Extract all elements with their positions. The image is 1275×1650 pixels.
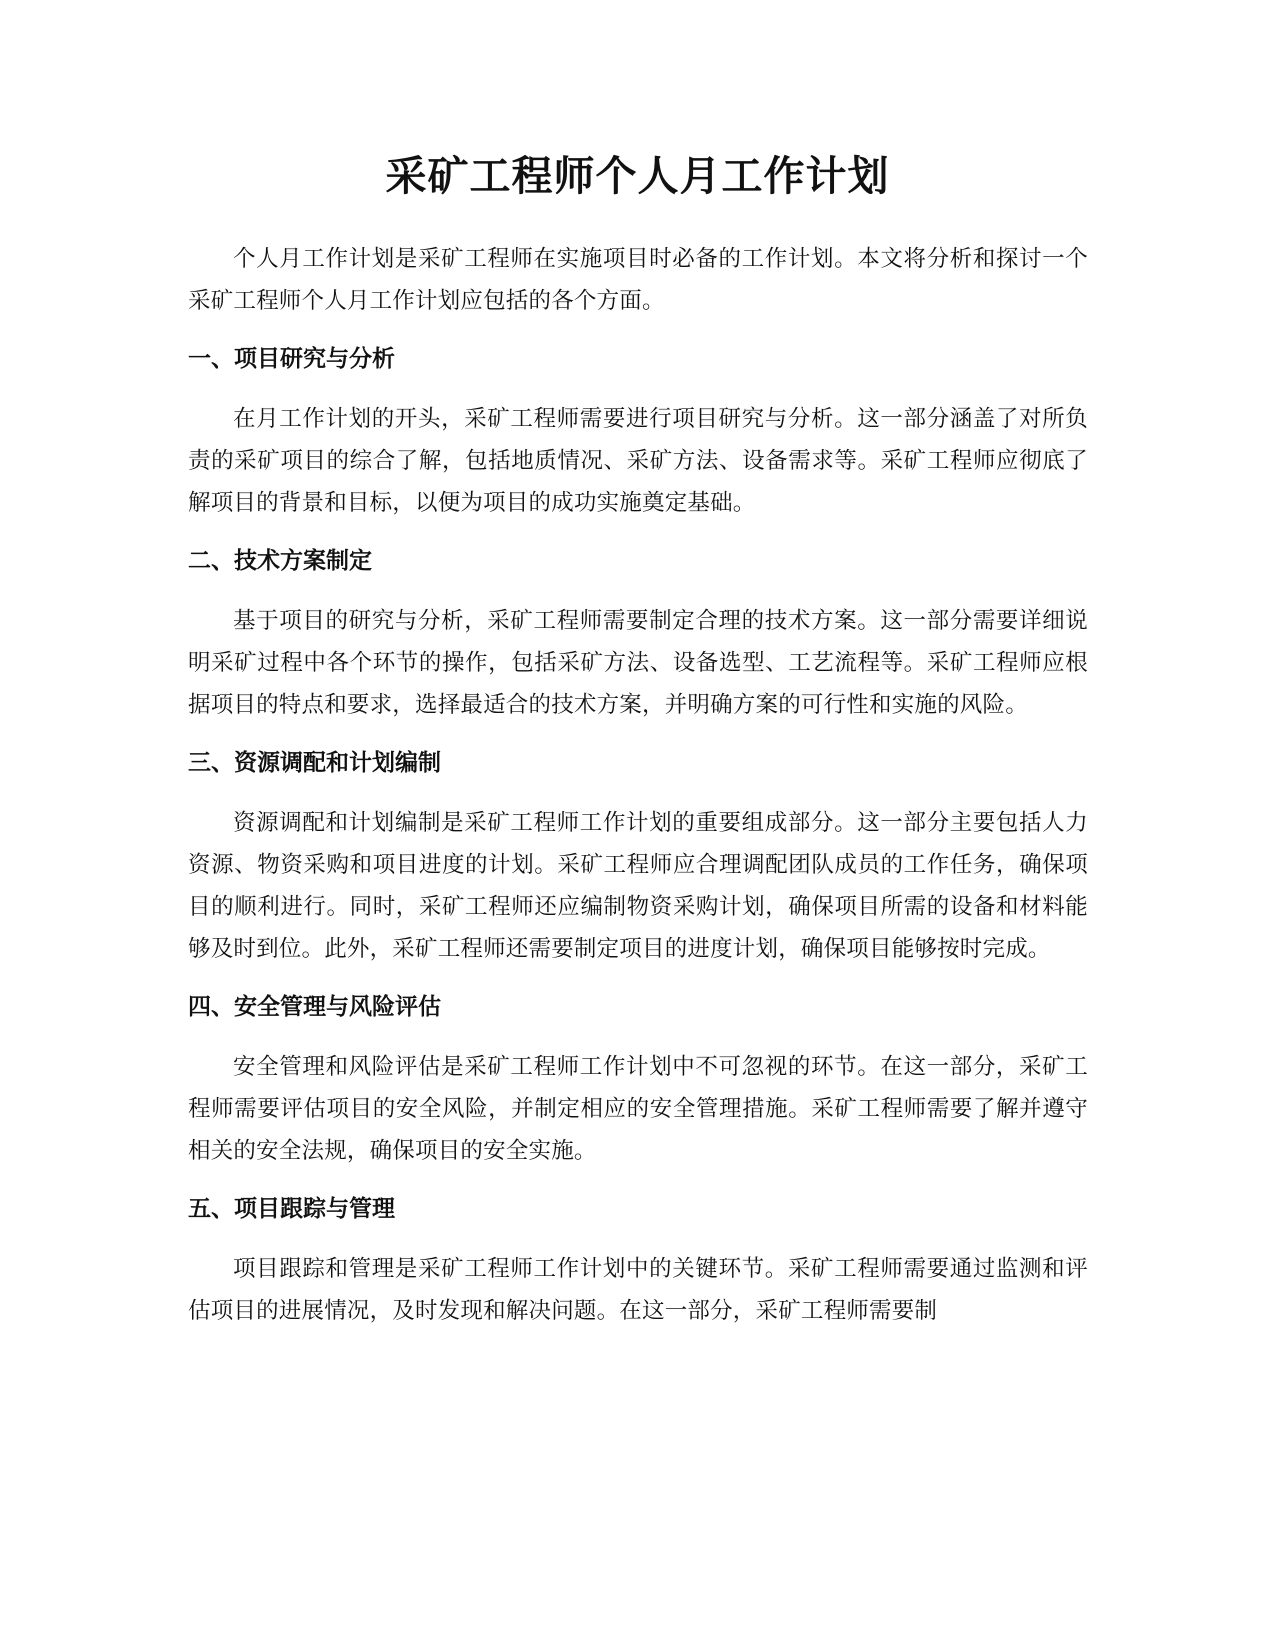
section-body-5: 项目跟踪和管理是采矿工程师工作计划中的关键环节。采矿工程师需要通过监测和评估项目的进展情况，及时发现和解决问题。在这一部分，采矿工程师需要制 <box>188 1256 1088 1324</box>
section-heading-5: 五、项目跟踪与管理 <box>188 1196 395 1222</box>
document-title: 采矿工程师个人月工作计划 <box>385 152 890 200</box>
section-heading-4: 四、安全管理与风险评估 <box>188 994 441 1020</box>
section-body-4: 安全管理和风险评估是采矿工程师工作计划中不可忽视的环节。在这一部分，采矿工程师需要评估项目的安全风险，并制定相应的安全管理措施。采矿工程师需要了解并遵守相关的安全法规，确保项目的安全实施。 <box>188 1054 1088 1164</box>
document-body <box>188 238 1088 1348</box>
section-heading-2: 二、技术方案制定 <box>188 548 372 574</box>
section-body-2: 基于项目的研究与分析，采矿工程师需要制定合理的技术方案。这一部分需要详细说明采矿过程中各个环节的操作，包括采矿方法、设备选型、工艺流程等。采矿工程师应根据项目的特点和要求，选择最适合的技术方案，并明确方案的可行性和实施的风险。 <box>188 608 1088 718</box>
intro-paragraph: 个人月工作计划是采矿工程师在实施项目时必备的工作计划。本文将分析和探讨一个采矿工程师个人月工作计划应包括的各个方面。 <box>188 246 1088 314</box>
section-heading-1: 一、项目研究与分析 <box>188 346 395 372</box>
section-heading-3: 三、资源调配和计划编制 <box>188 750 441 776</box>
section-body-1: 在月工作计划的开头，采矿工程师需要进行项目研究与分析。这一部分涵盖了对所负责的采矿项目的综合了解，包括地质情况、采矿方法、设备需求等。采矿工程师应彻底了解项目的背景和目标，以便为项目的成功实施奠定基础。 <box>188 406 1088 516</box>
section-body-3: 资源调配和计划编制是采矿工程师工作计划的重要组成部分。这一部分主要包括人力资源、物资采购和项目进度的计划。采矿工程师应合理调配团队成员的工作任务，确保项目的顺利进行。同时，采矿工程师还应编制物资采购计划，确保项目所需的设备和材料能够及时到位。此外，采矿工程师还需要制定项目的进度计划，确保项目能够按时完成。 <box>188 810 1088 962</box>
